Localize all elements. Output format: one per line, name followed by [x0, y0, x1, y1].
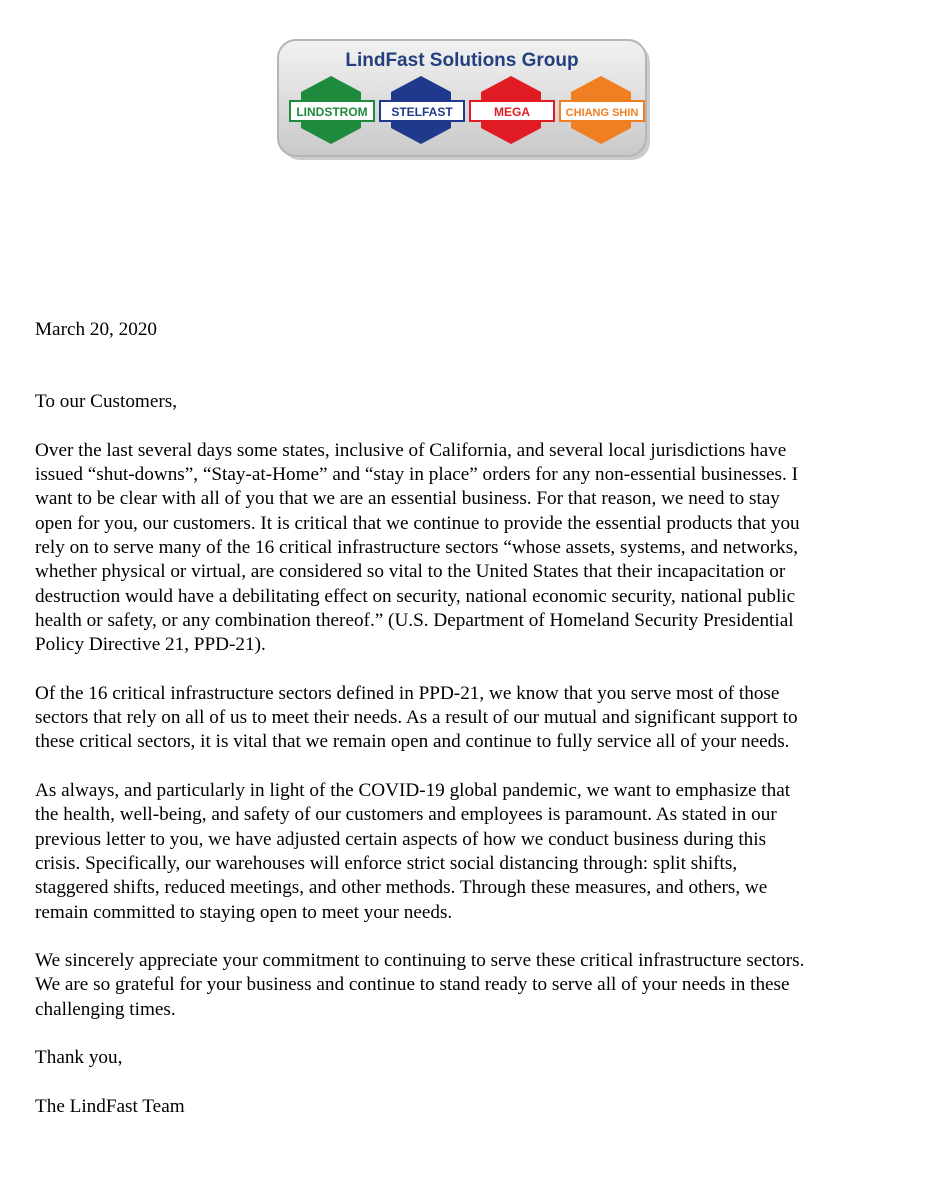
lindstrom-label: LINDSTROM	[296, 105, 368, 119]
logo-title: LindFast Solutions Group	[345, 50, 579, 71]
paragraph-line: rely on to serve many of the 16 critical infrastructure sectors “whose assets, systems, and networks,	[35, 537, 799, 559]
mega-label: MEGA	[494, 105, 530, 119]
paragraph-line: whether physical or virtual, are considered so vital to the United States that their incapacitation or	[35, 561, 786, 583]
logo-graphic	[276, 38, 652, 162]
chiang-shin-label: CHIANG SHIN	[565, 107, 639, 119]
paragraph-line: sectors that rely on all of us to meet their needs. As a result of our mutual and significant support to	[35, 707, 798, 729]
paragraph-line: We are so grateful for your business and continue to stand ready to serve all of your needs in these	[35, 974, 790, 996]
paragraph-line: these critical sectors, it is vital that we remain open and continue to fully service all of your needs.	[35, 731, 790, 753]
paragraph-line: staggered shifts, reduced meetings, and other methods. Through these measures, and others, we	[35, 877, 768, 899]
paragraph-line: challenging times.	[35, 998, 176, 1020]
paragraph-2	[35, 682, 897, 755]
company-logo	[276, 38, 652, 162]
paragraph-line: want to be clear with all of you that we are an essential business. For that reason, we need to stay	[35, 488, 780, 510]
paragraph-line: We sincerely appreciate your commitment to continuing to serve these critical infrastructure sectors.	[35, 950, 805, 972]
paragraph-1	[35, 439, 897, 658]
paragraph-line: crisis. Specifically, our warehouses will enforce strict social distancing through: split shifts,	[35, 852, 738, 874]
paragraph-3	[35, 779, 897, 925]
paragraph-line: the health, well-being, and safety of our customers and employees is paramount. As stated in our	[35, 804, 777, 826]
stelfast-label: STELFAST	[391, 105, 453, 119]
letter-body	[35, 318, 897, 1119]
paragraph-line: issued “shut-downs”, “Stay-at-Home” and “stay in place” orders for any non-essential businesses. I	[35, 464, 799, 486]
paragraph-line: destruction would have a debilitating effect on security, national economic security, national public	[35, 585, 796, 607]
paragraph-line: health or safety, or any combination thereof.” (U.S. Department of Homeland Security Presidential	[35, 609, 794, 631]
paragraph-line: previous letter to you, we have adjusted certain aspects of how we conduct business during this	[35, 828, 767, 850]
paragraph-line: Policy Directive 21, PPD-21).	[35, 634, 266, 656]
paragraph-line: As always, and particularly in light of the COVID-19 global pandemic, we want to emphasize that	[35, 780, 791, 802]
paragraph-line: open for you, our customers. It is critical that we continue to provide the essential products that you	[35, 512, 800, 534]
paragraph-line: Over the last several days some states, inclusive of California, and several local jurisdictions have	[35, 439, 787, 461]
paragraph-line: Of the 16 critical infrastructure sectors defined in PPD-21, we know that you serve most of those	[35, 682, 780, 704]
paragraph-line: remain committed to staying open to meet your needs.	[35, 901, 453, 923]
paragraph-4	[35, 949, 897, 1022]
signature: The LindFast Team	[35, 1095, 185, 1117]
salutation: To our Customers,	[35, 391, 178, 413]
closing: Thank you,	[35, 1047, 123, 1069]
letter-date: March 20, 2020	[35, 319, 158, 340]
